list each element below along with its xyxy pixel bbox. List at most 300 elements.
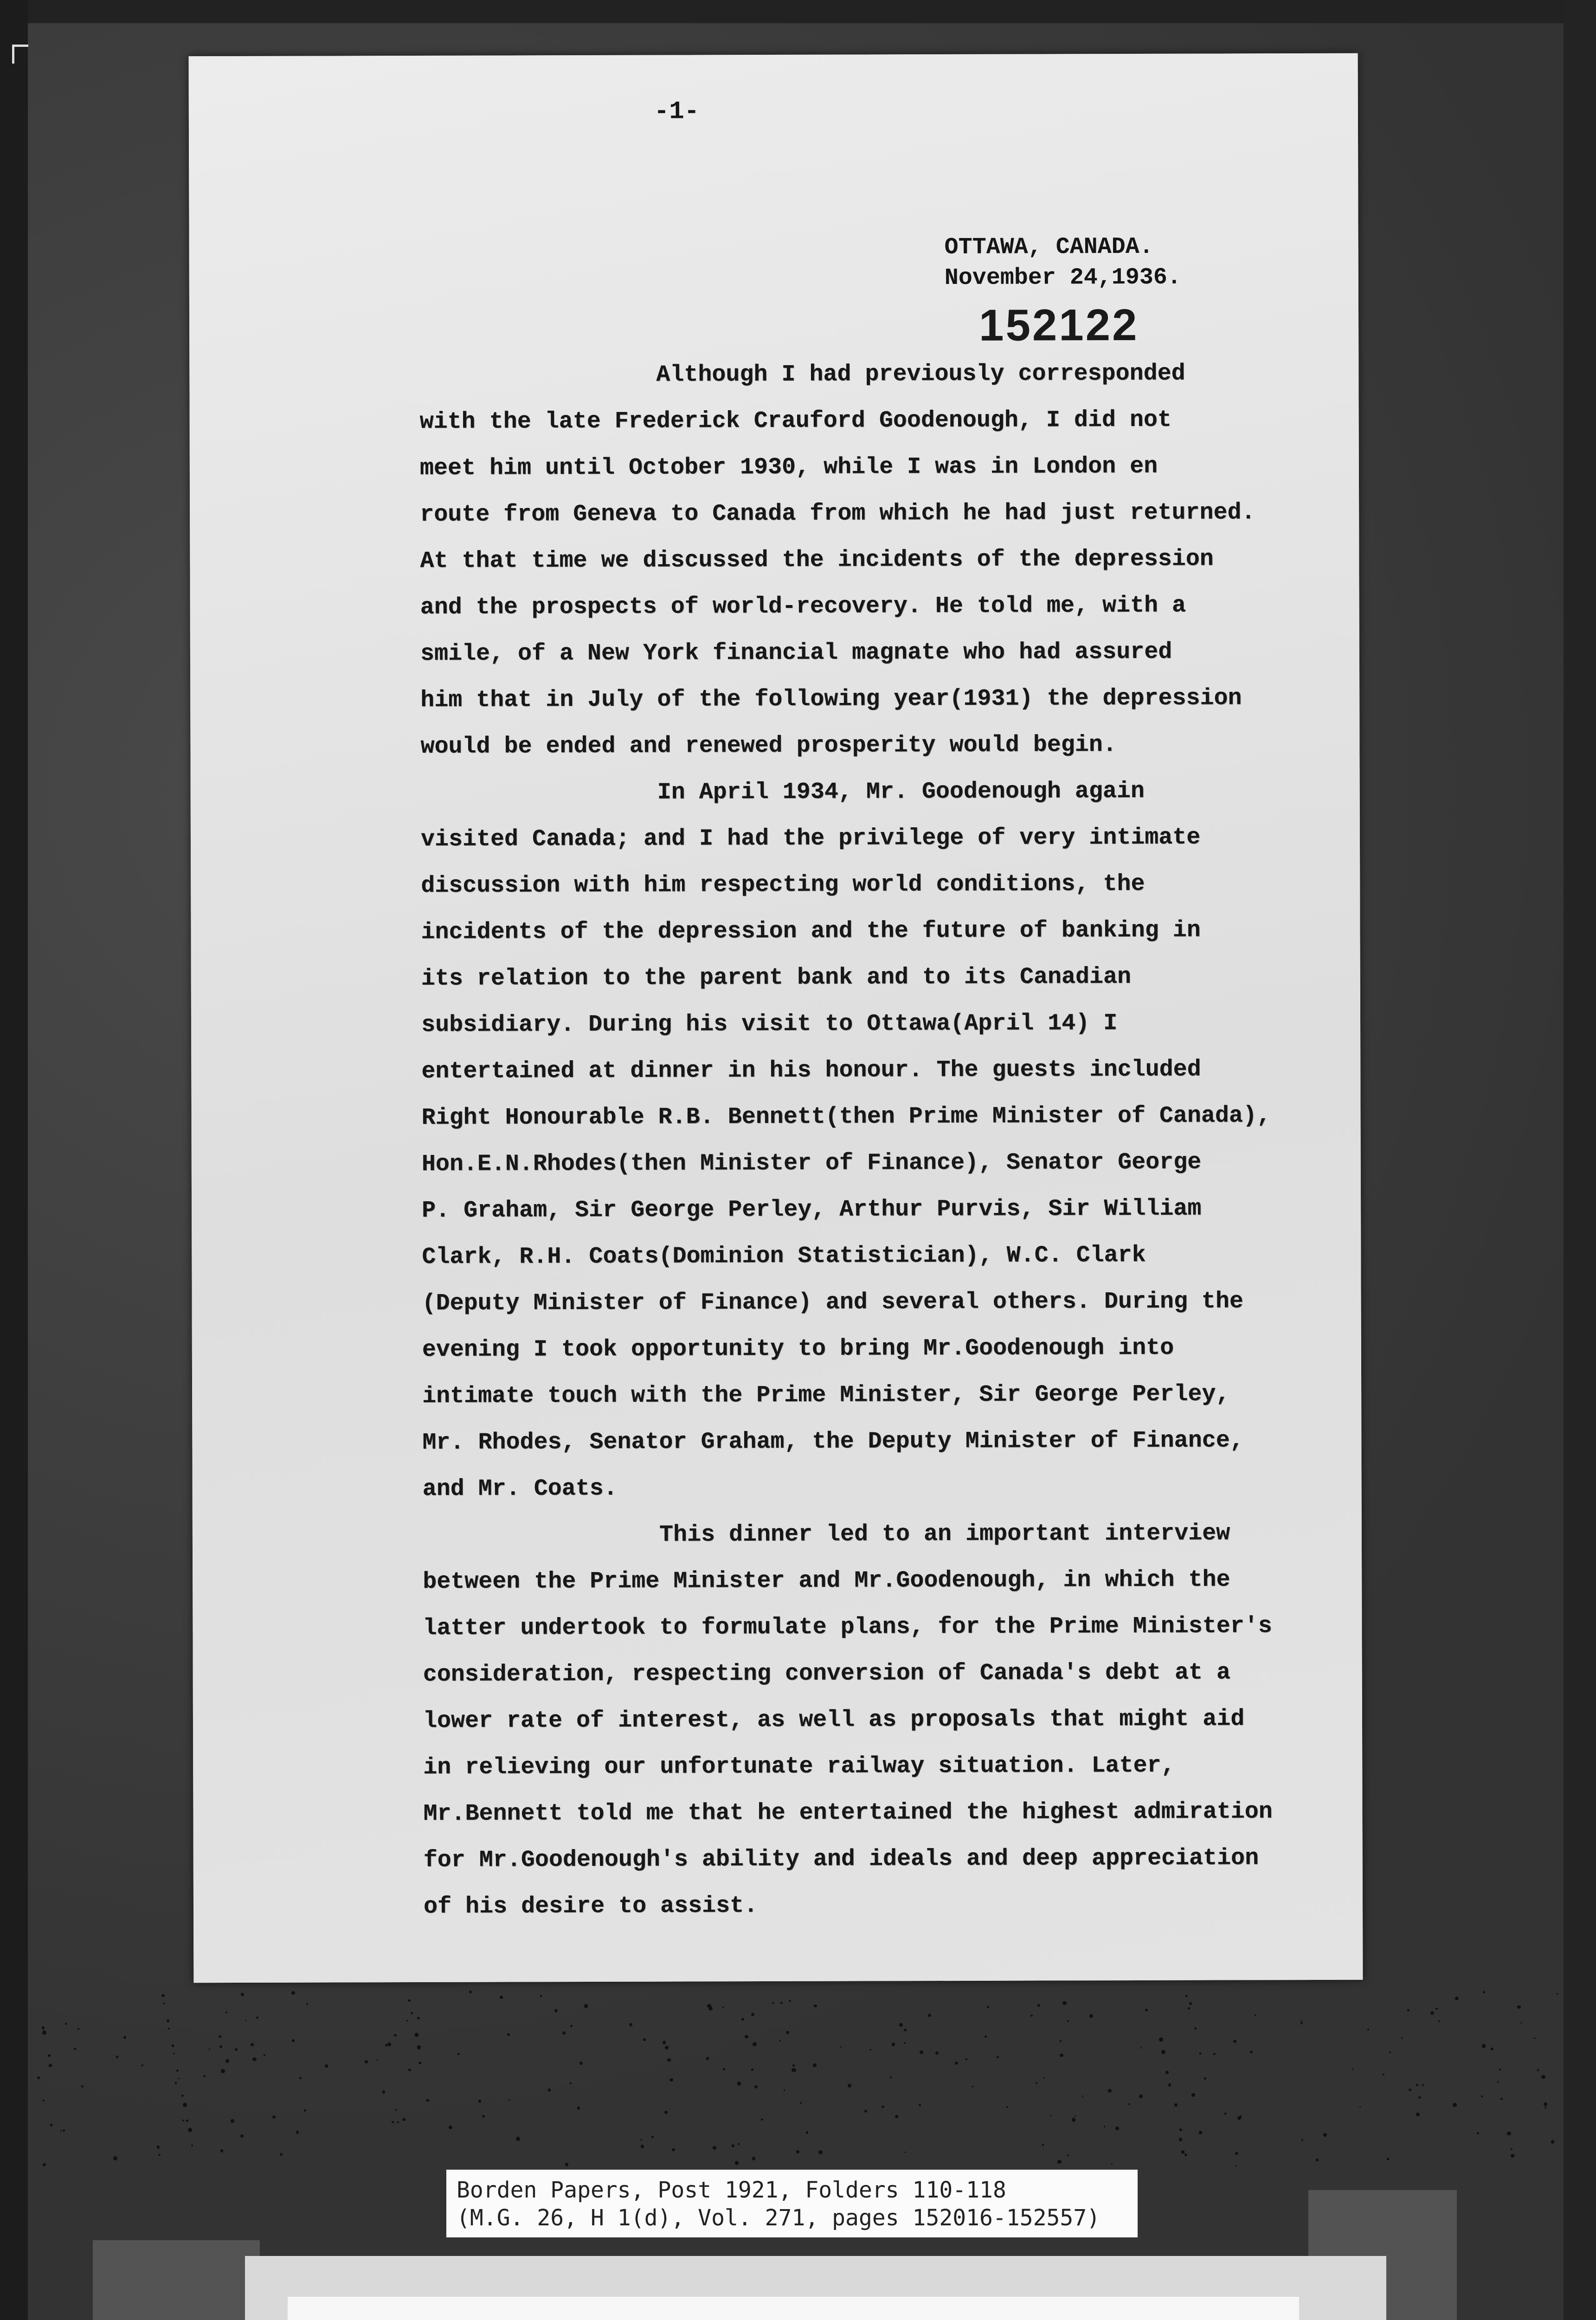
speckle bbox=[256, 2017, 258, 2019]
speckle bbox=[168, 2028, 170, 2030]
speckle bbox=[640, 2139, 642, 2141]
speckle bbox=[579, 2062, 583, 2065]
speckle bbox=[890, 2076, 892, 2078]
speckle bbox=[741, 2018, 744, 2021]
speckle bbox=[663, 2041, 666, 2044]
speckle bbox=[1104, 2126, 1106, 2127]
speckle bbox=[235, 2048, 238, 2051]
text-line: Clark, R.H. Coats(Dominion Statistician), W.C. Clark bbox=[422, 1242, 1146, 1270]
speckle bbox=[203, 2075, 206, 2077]
speckle bbox=[60, 2130, 62, 2132]
speckle bbox=[1060, 2040, 1062, 2042]
speckle bbox=[397, 2121, 399, 2123]
speckle bbox=[669, 2078, 673, 2082]
speckle bbox=[723, 2068, 725, 2070]
speckle bbox=[417, 2017, 420, 2020]
speckle bbox=[1042, 2144, 1044, 2146]
speckle bbox=[997, 2056, 999, 2058]
text-line: with the late Frederick Crauford Goodenough, I did not bbox=[419, 406, 1171, 436]
text-line: intimate touch with the Prime Minister, Sir George Perley, bbox=[422, 1381, 1230, 1410]
speckle bbox=[641, 2145, 644, 2148]
speckle bbox=[500, 1996, 503, 1999]
archive-label-card bbox=[288, 2297, 1299, 2320]
speckle bbox=[1179, 2138, 1182, 2141]
speckle bbox=[665, 2046, 669, 2049]
speckle bbox=[157, 2146, 160, 2149]
speckle bbox=[1237, 2116, 1241, 2120]
speckle bbox=[1188, 2007, 1190, 2010]
text-line: meet him until October 1930, while I was in London en bbox=[419, 453, 1158, 482]
speckle bbox=[895, 2115, 898, 2118]
speckle bbox=[754, 2085, 758, 2088]
speckle bbox=[672, 2148, 675, 2151]
speckle bbox=[176, 2069, 179, 2072]
speckle bbox=[1199, 2052, 1202, 2055]
speckle bbox=[507, 2033, 510, 2036]
speckle bbox=[793, 2069, 796, 2071]
speckle bbox=[745, 2035, 748, 2039]
speckle bbox=[1060, 2054, 1063, 2057]
speckle bbox=[365, 2060, 368, 2063]
text-line: him that in July of the following year(1931) the depression bbox=[420, 685, 1242, 714]
speckle bbox=[554, 2009, 558, 2012]
speckle bbox=[920, 2050, 923, 2054]
speckle bbox=[394, 2034, 396, 2036]
speckle bbox=[225, 2011, 227, 2013]
speckle bbox=[1191, 2093, 1195, 2097]
speckle bbox=[50, 2124, 53, 2127]
speckle bbox=[1455, 1997, 1459, 2000]
speckle bbox=[1067, 2154, 1069, 2156]
speckle bbox=[221, 2069, 225, 2073]
text-line: consideration, respecting conversion of Canada's debt at a bbox=[423, 1659, 1231, 1688]
speckle bbox=[1194, 2027, 1197, 2030]
speckle bbox=[241, 1993, 244, 1996]
speckle bbox=[818, 2150, 823, 2154]
crop-corner-mark bbox=[12, 45, 28, 64]
speckle bbox=[1520, 2022, 1522, 2024]
speckle bbox=[1168, 2083, 1171, 2086]
speckle bbox=[1418, 2096, 1421, 2099]
text-line: for Mr.Goodenough's ability and ideals and deep appreciation bbox=[423, 1845, 1259, 1874]
speckle bbox=[516, 2137, 520, 2141]
speckle bbox=[1389, 2051, 1391, 2053]
speckle bbox=[1036, 2082, 1037, 2084]
speckle bbox=[565, 2163, 569, 2166]
speckle bbox=[1165, 2071, 1168, 2074]
speckle bbox=[209, 2049, 211, 2050]
speckle bbox=[1255, 2014, 1256, 2016]
speckle bbox=[706, 2057, 709, 2060]
speckle bbox=[382, 2090, 386, 2094]
speckle bbox=[1250, 2051, 1252, 2053]
speckle bbox=[1111, 2163, 1113, 2165]
speckle bbox=[1477, 2132, 1479, 2134]
speckle bbox=[408, 1999, 410, 2002]
speckle bbox=[1062, 2001, 1066, 2005]
speckle bbox=[1435, 2008, 1437, 2010]
speckle bbox=[840, 2046, 842, 2048]
speckle bbox=[792, 2064, 794, 2066]
speckle bbox=[1416, 2113, 1420, 2116]
speckle bbox=[1030, 2015, 1032, 2017]
speckle bbox=[1387, 2158, 1389, 2160]
speckle bbox=[1057, 2160, 1061, 2164]
speckle bbox=[251, 2043, 254, 2046]
text-line: Right Honourable R.B. Bennett(then Prime Minister of Canada), bbox=[421, 1102, 1271, 1131]
speckle bbox=[753, 2042, 757, 2046]
speckle bbox=[864, 2110, 867, 2113]
text-line: its relation to the parent bank and to its Canadian bbox=[421, 963, 1132, 992]
text-line: between the Prime Minister and Mr.Goodenough, in which the bbox=[423, 1566, 1230, 1595]
speckle bbox=[1537, 2069, 1539, 2071]
speckle bbox=[186, 2120, 188, 2122]
speckle bbox=[800, 2102, 802, 2104]
speckle bbox=[1422, 2084, 1424, 2086]
speckle bbox=[1082, 2095, 1083, 2097]
speckle bbox=[1500, 2098, 1503, 2100]
speckle bbox=[1557, 1993, 1558, 1994]
speckle bbox=[1199, 2131, 1202, 2134]
speckle bbox=[74, 2048, 76, 2050]
speckle bbox=[1359, 2106, 1361, 2107]
speckle bbox=[1551, 2140, 1555, 2144]
speckle bbox=[392, 2121, 394, 2123]
speckle bbox=[786, 2031, 789, 2034]
speckle bbox=[667, 2058, 671, 2062]
speckle bbox=[245, 2020, 246, 2021]
speckle bbox=[306, 2003, 308, 2005]
speckle bbox=[178, 2078, 180, 2079]
place-line: OTTAWA, CANADA. bbox=[944, 233, 1153, 261]
speckle bbox=[1161, 2050, 1165, 2054]
speckle bbox=[469, 1991, 472, 1993]
speckle bbox=[629, 2023, 632, 2026]
film-frame-top bbox=[0, 0, 1596, 23]
speckle bbox=[1050, 2115, 1052, 2116]
document-id-stamp: 152122 bbox=[978, 300, 1139, 350]
speckle bbox=[280, 2153, 283, 2156]
speckle bbox=[449, 2126, 452, 2129]
text-line: of his desire to assist. bbox=[423, 1893, 758, 1920]
text-line: in relieving our unfortunate railway situation. Later, bbox=[423, 1752, 1175, 1781]
speckle bbox=[813, 2063, 817, 2067]
speckle bbox=[1507, 2132, 1511, 2136]
speckle bbox=[784, 2089, 785, 2091]
text-line: Mr. Rhodes, Senator Graham, the Deputy Minister of Finance, bbox=[422, 1427, 1244, 1456]
text-line: Mr.Bennett told me that he entertained the highest admiration bbox=[423, 1798, 1273, 1827]
speckle bbox=[220, 2149, 224, 2152]
speckle bbox=[1511, 2148, 1512, 2150]
speckle bbox=[1301, 2020, 1302, 2022]
microfilm-caption bbox=[446, 2170, 1138, 2237]
speckle bbox=[751, 2069, 753, 2071]
speckle bbox=[814, 2004, 817, 2008]
speckle bbox=[1128, 2103, 1131, 2106]
speckle bbox=[182, 2120, 184, 2121]
speckle bbox=[562, 2031, 566, 2035]
speckle bbox=[508, 2099, 510, 2101]
speckle bbox=[1185, 1995, 1188, 1997]
text-line: At that time we discussed the incidents of the depression bbox=[420, 546, 1214, 575]
speckle bbox=[158, 2154, 160, 2156]
speckle bbox=[113, 2156, 117, 2160]
speckle bbox=[1491, 2048, 1493, 2050]
speckle bbox=[231, 2119, 234, 2123]
speckle bbox=[738, 2143, 740, 2145]
speckle bbox=[175, 2082, 177, 2084]
tape-strip bbox=[93, 2240, 260, 2320]
speckle bbox=[713, 2146, 716, 2149]
speckle bbox=[664, 2111, 668, 2114]
speckle bbox=[780, 2002, 783, 2004]
speckle bbox=[892, 2043, 895, 2046]
speckle bbox=[1043, 2077, 1045, 2079]
document-page bbox=[189, 53, 1363, 1983]
speckle bbox=[955, 2062, 959, 2065]
speckle bbox=[905, 2152, 906, 2153]
speckle bbox=[385, 2044, 387, 2046]
date-line: November 24,1936. bbox=[944, 264, 1181, 292]
speckle bbox=[1006, 2106, 1008, 2108]
speckle bbox=[904, 2029, 907, 2032]
speckle bbox=[1236, 2165, 1237, 2167]
speckle bbox=[1115, 2127, 1119, 2130]
speckle bbox=[191, 2145, 193, 2146]
speckle bbox=[478, 2100, 481, 2102]
speckle bbox=[1481, 2095, 1483, 2097]
speckle bbox=[796, 2150, 799, 2153]
speckle bbox=[1235, 2152, 1238, 2155]
speckle bbox=[291, 1991, 295, 1995]
speckle bbox=[772, 2002, 774, 2004]
speckle bbox=[751, 2013, 755, 2017]
speckle bbox=[779, 2040, 781, 2041]
speckle bbox=[264, 2054, 266, 2056]
speckle bbox=[1482, 2044, 1486, 2048]
text-line: This dinner led to an important interview bbox=[659, 1520, 1230, 1548]
speckle bbox=[643, 2038, 646, 2042]
speckle bbox=[225, 2059, 229, 2063]
text-line: lower rate of interest, as well as proposals that might aid bbox=[423, 1706, 1245, 1734]
speckle bbox=[584, 2004, 588, 2008]
speckle bbox=[735, 2161, 739, 2165]
letter-body bbox=[419, 350, 1328, 1930]
speckle bbox=[457, 2053, 460, 2055]
speckle bbox=[1108, 2089, 1112, 2093]
speckle bbox=[395, 2109, 397, 2111]
speckle bbox=[1300, 2022, 1303, 2024]
speckle bbox=[219, 2035, 221, 2038]
speckle bbox=[987, 2006, 989, 2008]
speckle bbox=[985, 2036, 987, 2038]
speckle bbox=[1416, 2084, 1419, 2087]
speckle bbox=[1534, 2037, 1535, 2039]
speckle bbox=[81, 2085, 84, 2088]
speckle bbox=[163, 2003, 165, 2004]
text-line: Although I had previously corresponded bbox=[656, 360, 1185, 388]
text-line: (Deputy Minister of Finance) and several others. During the bbox=[422, 1288, 1243, 1317]
speckle bbox=[761, 2119, 763, 2121]
speckle bbox=[406, 2020, 408, 2022]
text-line: and the prospects of world-recovery. He told me, with a bbox=[420, 592, 1186, 621]
speckle bbox=[1140, 2047, 1142, 2049]
speckle bbox=[1233, 2040, 1236, 2043]
text-line: evening I took opportunity to bring Mr.Goodenough into bbox=[422, 1334, 1174, 1363]
speckle bbox=[965, 2058, 967, 2060]
speckle bbox=[904, 2042, 906, 2044]
speckle bbox=[737, 2082, 741, 2085]
speckle bbox=[142, 2064, 143, 2066]
speckle bbox=[732, 2144, 735, 2147]
text-line: subsidiary. During his visit to Ottawa(April 14) I bbox=[421, 1010, 1118, 1038]
text-line: discussion with him respecting world conditions, the bbox=[421, 870, 1145, 900]
speckle bbox=[1409, 2088, 1411, 2091]
speckle bbox=[1407, 2009, 1409, 2011]
speckle bbox=[1401, 2037, 1403, 2038]
speckle bbox=[1174, 2103, 1177, 2106]
speckle bbox=[899, 2023, 903, 2027]
speckle bbox=[1145, 2009, 1148, 2011]
speckle bbox=[882, 2106, 884, 2108]
speckle bbox=[869, 2049, 871, 2051]
page-number: -1- bbox=[654, 97, 700, 126]
speckle bbox=[1204, 2077, 1206, 2079]
speckle bbox=[1453, 2103, 1457, 2107]
film-frame-left bbox=[0, 0, 28, 2320]
speckle bbox=[428, 2100, 430, 2101]
speckle bbox=[1075, 2115, 1076, 2117]
speckle bbox=[1189, 2002, 1191, 2004]
speckle bbox=[417, 2045, 421, 2049]
speckle bbox=[1067, 2020, 1069, 2022]
speckle bbox=[1483, 1991, 1485, 1993]
speckle bbox=[928, 2014, 931, 2017]
speckle bbox=[292, 2039, 295, 2042]
speckle bbox=[48, 2054, 51, 2057]
speckle bbox=[1179, 2128, 1182, 2131]
speckle bbox=[1089, 2014, 1093, 2018]
speckle bbox=[789, 2000, 791, 2002]
speckle bbox=[1181, 2150, 1184, 2153]
speckle bbox=[1499, 2069, 1501, 2070]
speckle bbox=[418, 2062, 421, 2064]
speckle bbox=[1541, 2075, 1545, 2079]
speckle bbox=[37, 2076, 40, 2079]
speckle bbox=[49, 2064, 51, 2067]
caption-line: (M.G. 26, H 1(d), Vol. 271, pages 152016-152557) bbox=[457, 2205, 1100, 2231]
speckle bbox=[1367, 2029, 1369, 2030]
speckle bbox=[722, 2006, 724, 2008]
text-line: route from Geneva to Canada from which he had just returned. bbox=[420, 499, 1255, 528]
speckle bbox=[1544, 2102, 1547, 2106]
text-line: incidents of the depression and the future of banking in bbox=[421, 917, 1201, 946]
text-line: entertained at dinner in his honour. The guests included bbox=[421, 1056, 1201, 1085]
speckle bbox=[172, 2044, 174, 2047]
speckle bbox=[806, 2131, 809, 2134]
speckle bbox=[402, 2118, 405, 2121]
text-line: In April 1934, Mr. Goodenough again bbox=[657, 778, 1145, 806]
speckle bbox=[1383, 2074, 1384, 2075]
speckle bbox=[43, 2100, 45, 2101]
speckle bbox=[752, 2157, 755, 2160]
speckle bbox=[1224, 2113, 1226, 2114]
speckle bbox=[299, 2077, 302, 2079]
speckle bbox=[482, 2115, 485, 2118]
speckle bbox=[387, 2043, 391, 2046]
speckle bbox=[1497, 2081, 1499, 2082]
text-line: would be ended and renewed prosperity would begin. bbox=[420, 732, 1117, 760]
speckle bbox=[570, 2082, 572, 2084]
letter-heading bbox=[945, 232, 1181, 294]
speckle bbox=[848, 2084, 852, 2088]
speckle bbox=[272, 2115, 276, 2119]
text-line: P. Graham, Sir George Perley, Arthur Purvis, Sir William bbox=[422, 1195, 1202, 1224]
speckle bbox=[65, 2023, 67, 2025]
speckle bbox=[167, 2019, 169, 2022]
speckle bbox=[1352, 2069, 1354, 2070]
speckle bbox=[1301, 2139, 1303, 2141]
speckle bbox=[181, 2094, 184, 2097]
speckle bbox=[240, 2134, 244, 2138]
speckle bbox=[651, 2136, 654, 2139]
speckle bbox=[972, 2086, 973, 2087]
speckle bbox=[1438, 2020, 1440, 2022]
speckle bbox=[219, 2045, 222, 2048]
speckle bbox=[540, 1995, 541, 1997]
speckle bbox=[1316, 2159, 1318, 2161]
speckle bbox=[1072, 2118, 1075, 2121]
text-line: visited Canada; and I had the privilege of very intimate bbox=[420, 824, 1201, 853]
speckle bbox=[188, 2128, 192, 2132]
speckle bbox=[63, 2129, 65, 2132]
speckle bbox=[411, 2012, 413, 2014]
speckle bbox=[577, 2107, 580, 2109]
speckle bbox=[415, 2033, 419, 2037]
speckle bbox=[1517, 2005, 1521, 2009]
speckle bbox=[77, 2028, 80, 2030]
speckle bbox=[304, 2109, 306, 2112]
speckle bbox=[1037, 2004, 1040, 2007]
speckle bbox=[173, 2053, 174, 2054]
text-line: and Mr. Coats. bbox=[422, 1475, 618, 1502]
caption-line: Borden Papers, Post 1921, Folders 110-118 bbox=[457, 2177, 1006, 2203]
text-line: smile, of a New York financial magnate who had assured bbox=[420, 638, 1172, 668]
speckle bbox=[408, 2069, 411, 2071]
speckle bbox=[1430, 2011, 1434, 2015]
speckle bbox=[1139, 2094, 1143, 2099]
speckle bbox=[42, 2030, 46, 2035]
speckle bbox=[123, 2036, 126, 2039]
speckle bbox=[296, 2131, 299, 2133]
speckle bbox=[42, 2026, 45, 2030]
speckle bbox=[919, 2104, 921, 2107]
speckle bbox=[377, 2059, 378, 2061]
speckle bbox=[1213, 2053, 1216, 2055]
speckle bbox=[252, 2057, 257, 2062]
speckle bbox=[1323, 2133, 1327, 2137]
film-frame-right bbox=[1564, 0, 1596, 2320]
speckle bbox=[935, 2051, 939, 2055]
speckle bbox=[1511, 2154, 1514, 2158]
speckle bbox=[570, 2025, 573, 2027]
speckle bbox=[548, 2088, 551, 2091]
speckle bbox=[116, 2056, 119, 2058]
speckle bbox=[325, 2064, 328, 2067]
speckle bbox=[161, 1994, 164, 1997]
speckle bbox=[43, 2163, 46, 2166]
speckle bbox=[1184, 2153, 1187, 2156]
